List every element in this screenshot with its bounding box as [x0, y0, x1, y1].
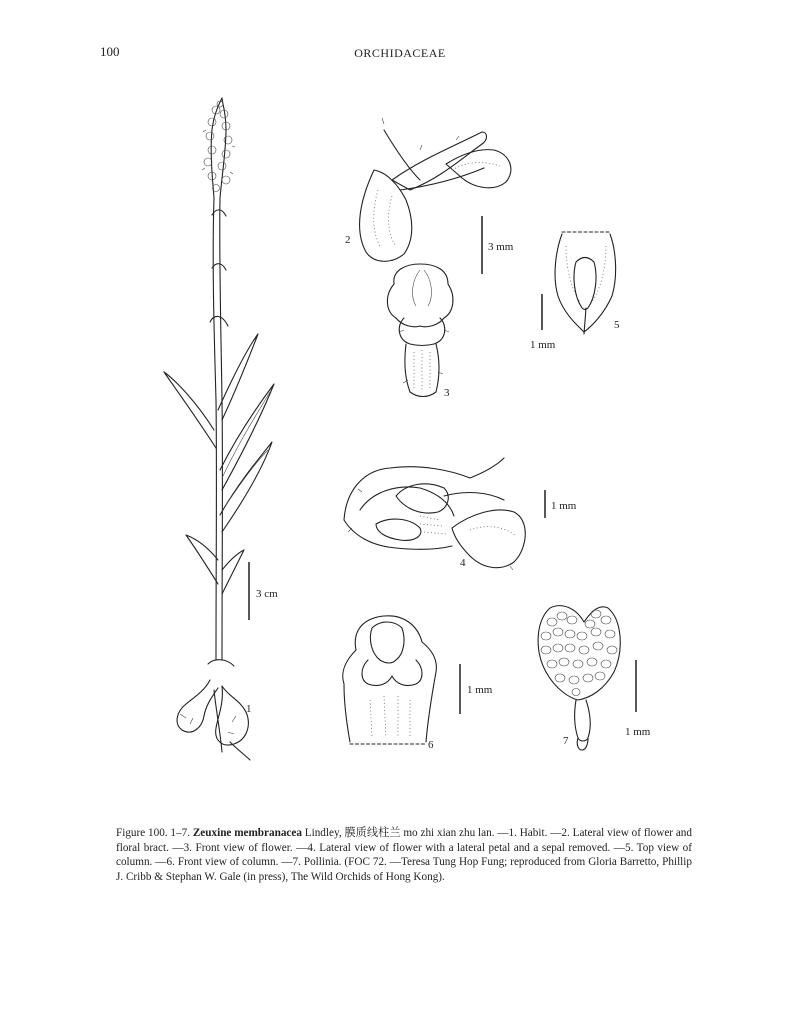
- label-4: 4: [460, 557, 466, 569]
- caption-text: Lindley, 膜质线柱兰 mo zhi xian zhu lan. —1. Habit. —2. Lateral view of flower and floral bract. —3. Front view of flower. —4. Lateral view of flower with a lateral petal and a sepal removed. —5. Top view of column. —6. Front view of column. —7. Pollinia. (FOC 72. —Teresa Tung Hop Fung; reproduced from Gloria Barretto, Phillip J. Cribb & Stephan W. Gale (in press), The Wild Orchids of Hong Kong).: [116, 827, 692, 883]
- column-top-view-drawing: [555, 232, 616, 334]
- caption-prefix: Figure 100. 1–7.: [116, 827, 193, 839]
- figure-caption: [116, 826, 692, 884]
- habit-leaves: [164, 334, 274, 594]
- scale-label-1mm-pollinia: 1 mm: [625, 726, 651, 738]
- label-7: 7: [563, 735, 569, 747]
- caption-species: Zeuxine membranacea: [192, 827, 302, 839]
- scale-label-3mm: 3 mm: [488, 241, 514, 253]
- pollinia-drawing: [538, 606, 620, 750]
- label-6: 6: [428, 739, 434, 751]
- scale-label-1mm-front: 1 mm: [467, 684, 493, 696]
- habit-drawing: [164, 98, 274, 760]
- scale-label-1mm-top: 1 mm: [530, 339, 556, 351]
- scale-label-1mm-lateral: 1 mm: [551, 500, 577, 512]
- page-number: 100: [100, 44, 120, 59]
- running-head: ORCHIDACEAE: [354, 46, 446, 60]
- label-3: 3: [444, 387, 450, 399]
- dissected-flower-drawing: [344, 458, 525, 570]
- front-flower-drawing: [387, 264, 453, 397]
- label-1: 1: [246, 703, 252, 715]
- scale-label-3cm: 3 cm: [256, 588, 278, 600]
- label-5: 5: [614, 319, 620, 331]
- label-2: 2: [345, 234, 351, 246]
- inflorescence: [202, 98, 235, 198]
- habit-roots: [177, 660, 250, 760]
- lateral-flower-drawing: [360, 118, 511, 261]
- column-front-view-drawing: [343, 616, 437, 744]
